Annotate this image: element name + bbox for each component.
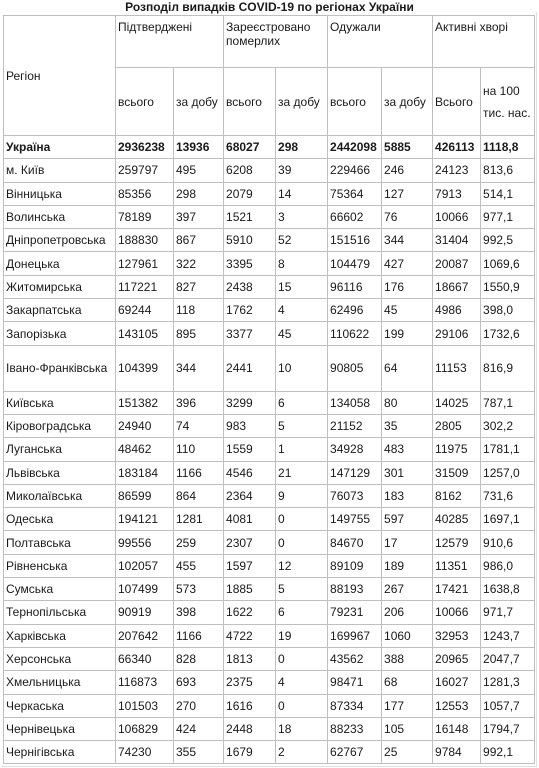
value-cell: 127961 xyxy=(116,252,174,275)
value-cell: 344 xyxy=(174,345,224,391)
value-cell: 176 xyxy=(382,275,433,298)
value-cell: 169967 xyxy=(328,624,382,647)
value-cell: 977,1 xyxy=(481,205,535,228)
value-cell: 4546 xyxy=(224,461,276,484)
value-cell: 398 xyxy=(174,601,224,624)
value-cell: 79231 xyxy=(328,601,382,624)
region-cell: Миколаївська xyxy=(4,484,116,507)
region-cell: Чернігівська xyxy=(4,741,116,764)
value-cell: 355 xyxy=(174,741,224,764)
value-cell: 6 xyxy=(276,601,328,624)
value-cell: 1697,1 xyxy=(481,508,535,531)
value-cell: 10066 xyxy=(433,205,481,228)
value-cell: 2442098 xyxy=(328,136,382,159)
value-cell: 597 xyxy=(382,508,433,531)
value-cell: 19 xyxy=(276,624,328,647)
value-cell: 2805 xyxy=(433,414,481,437)
value-cell: 2448 xyxy=(224,717,276,740)
value-cell: 813,6 xyxy=(481,159,535,182)
subheader-active-total: Всього xyxy=(433,68,481,136)
value-cell: 86599 xyxy=(116,484,174,507)
value-cell: 16148 xyxy=(433,717,481,740)
value-cell: 18667 xyxy=(433,275,481,298)
value-cell: 62496 xyxy=(328,299,382,322)
table-row xyxy=(4,508,535,531)
value-cell: 68 xyxy=(382,671,433,694)
subheader-confirmed-total: всього xyxy=(116,68,174,136)
region-cell: Житомирська xyxy=(4,275,116,298)
table-row-total xyxy=(4,136,535,159)
table-row xyxy=(4,694,535,717)
value-cell: 183184 xyxy=(116,461,174,484)
value-cell: 1257,0 xyxy=(481,461,535,484)
value-cell: 787,1 xyxy=(481,391,535,414)
value-cell: 101503 xyxy=(116,694,174,717)
value-cell: 5 xyxy=(276,414,328,437)
region-cell: Луганська xyxy=(4,438,116,461)
value-cell: 66602 xyxy=(328,205,382,228)
value-cell: 12579 xyxy=(433,531,481,554)
value-cell: 2079 xyxy=(224,182,276,205)
value-cell: 2936238 xyxy=(116,136,174,159)
value-cell: 110 xyxy=(174,438,224,461)
value-cell: 2441 xyxy=(224,345,276,391)
value-cell: 102057 xyxy=(116,554,174,577)
value-cell: 48462 xyxy=(116,438,174,461)
value-cell: 4986 xyxy=(433,299,481,322)
value-cell: 2307 xyxy=(224,531,276,554)
value-cell: 29106 xyxy=(433,322,481,345)
value-cell: 259 xyxy=(174,531,224,554)
value-cell: 116873 xyxy=(116,671,174,694)
table-row xyxy=(4,275,535,298)
value-cell: 1813 xyxy=(224,647,276,670)
table-row xyxy=(4,159,535,182)
table-row xyxy=(4,741,535,764)
value-cell: 34928 xyxy=(328,438,382,461)
value-cell: 96116 xyxy=(328,275,382,298)
value-cell: 21 xyxy=(276,461,328,484)
value-cell: 4 xyxy=(276,671,328,694)
value-cell: 1118,8 xyxy=(481,136,535,159)
value-cell: 1732,6 xyxy=(481,322,535,345)
value-cell: 246 xyxy=(382,159,433,182)
value-cell: 827 xyxy=(174,275,224,298)
value-cell: 20087 xyxy=(433,252,481,275)
covid-regions-table xyxy=(3,15,535,764)
value-cell: 11153 xyxy=(433,345,481,391)
value-cell: 0 xyxy=(276,647,328,670)
region-cell: Харківська xyxy=(4,624,116,647)
value-cell: 189 xyxy=(382,554,433,577)
value-cell: 12553 xyxy=(433,694,481,717)
region-cell: Сумська xyxy=(4,578,116,601)
value-cell: 426113 xyxy=(433,136,481,159)
value-cell: 31404 xyxy=(433,229,481,252)
value-cell: 388 xyxy=(382,647,433,670)
value-cell: 80 xyxy=(382,391,433,414)
value-cell: 992,1 xyxy=(481,741,535,764)
region-cell: м. Київ xyxy=(4,159,116,182)
value-cell: 199 xyxy=(382,322,433,345)
value-cell: 88193 xyxy=(328,578,382,601)
value-cell: 0 xyxy=(276,531,328,554)
subheader-deaths-day: за добу xyxy=(276,68,328,136)
value-cell: 1679 xyxy=(224,741,276,764)
value-cell: 69244 xyxy=(116,299,174,322)
value-cell: 322 xyxy=(174,252,224,275)
value-cell: 693 xyxy=(174,671,224,694)
value-cell: 98471 xyxy=(328,671,382,694)
value-cell: 992,5 xyxy=(481,229,535,252)
table-row xyxy=(4,322,535,345)
value-cell: 14 xyxy=(276,182,328,205)
value-cell: 74 xyxy=(174,414,224,437)
value-cell: 3 xyxy=(276,205,328,228)
value-cell: 864 xyxy=(174,484,224,507)
table-row xyxy=(4,229,535,252)
value-cell: 302,2 xyxy=(481,414,535,437)
value-cell: 43562 xyxy=(328,647,382,670)
value-cell: 194121 xyxy=(116,508,174,531)
table-row xyxy=(4,554,535,577)
value-cell: 45 xyxy=(276,322,328,345)
value-cell: 117221 xyxy=(116,275,174,298)
value-cell: 105 xyxy=(382,717,433,740)
value-cell: 1885 xyxy=(224,578,276,601)
value-cell: 17421 xyxy=(433,578,481,601)
value-cell: 895 xyxy=(174,322,224,345)
table-row xyxy=(4,647,535,670)
region-cell: Україна xyxy=(4,136,116,159)
value-cell: 298 xyxy=(276,136,328,159)
value-cell: 31509 xyxy=(433,461,481,484)
value-cell: 2047,7 xyxy=(481,647,535,670)
value-cell: 1060 xyxy=(382,624,433,647)
value-cell: 986,0 xyxy=(481,554,535,577)
value-cell: 5910 xyxy=(224,229,276,252)
value-cell: 6 xyxy=(276,391,328,414)
value-cell: 9 xyxy=(276,484,328,507)
value-cell: 8162 xyxy=(433,484,481,507)
value-cell: 1243,7 xyxy=(481,624,535,647)
table-row xyxy=(4,299,535,322)
value-cell: 6208 xyxy=(224,159,276,182)
value-cell: 40285 xyxy=(433,508,481,531)
value-cell: 14025 xyxy=(433,391,481,414)
value-cell: 1597 xyxy=(224,554,276,577)
value-cell: 2375 xyxy=(224,671,276,694)
table-title: Розподіл випадків COVID-19 по регіонах України xyxy=(125,0,414,14)
value-cell: 143105 xyxy=(116,322,174,345)
value-cell: 398,0 xyxy=(481,299,535,322)
value-cell: 1281,3 xyxy=(481,671,535,694)
header-region: Регіон xyxy=(4,16,116,136)
value-cell: 427 xyxy=(382,252,433,275)
value-cell: 8 xyxy=(276,252,328,275)
table-row xyxy=(4,182,535,205)
table-row xyxy=(4,345,535,391)
value-cell: 64 xyxy=(382,345,433,391)
value-cell: 828 xyxy=(174,647,224,670)
value-cell: 89109 xyxy=(328,554,382,577)
value-cell: 104479 xyxy=(328,252,382,275)
value-cell: 32953 xyxy=(433,624,481,647)
value-cell: 78189 xyxy=(116,205,174,228)
value-cell: 62767 xyxy=(328,741,382,764)
value-cell: 11351 xyxy=(433,554,481,577)
value-cell: 4081 xyxy=(224,508,276,531)
value-cell: 9784 xyxy=(433,741,481,764)
value-cell: 2438 xyxy=(224,275,276,298)
subheader-deaths-total: всього xyxy=(224,68,276,136)
value-cell: 1794,7 xyxy=(481,717,535,740)
value-cell: 1521 xyxy=(224,205,276,228)
value-cell: 104399 xyxy=(116,345,174,391)
value-cell: 731,6 xyxy=(481,484,535,507)
value-cell: 15 xyxy=(276,275,328,298)
value-cell: 177 xyxy=(382,694,433,717)
value-cell: 0 xyxy=(276,508,328,531)
value-cell: 3377 xyxy=(224,322,276,345)
region-cell: Полтавська xyxy=(4,531,116,554)
value-cell: 10066 xyxy=(433,601,481,624)
value-cell: 110622 xyxy=(328,322,382,345)
value-cell: 90805 xyxy=(328,345,382,391)
value-cell: 85356 xyxy=(116,182,174,205)
value-cell: 270 xyxy=(174,694,224,717)
value-cell: 3395 xyxy=(224,252,276,275)
table-row xyxy=(4,461,535,484)
value-cell: 816,9 xyxy=(481,345,535,391)
table-row xyxy=(4,438,535,461)
value-cell: 1781,1 xyxy=(481,438,535,461)
value-cell: 147129 xyxy=(328,461,382,484)
value-cell: 267 xyxy=(382,578,433,601)
value-cell: 207642 xyxy=(116,624,174,647)
value-cell: 229466 xyxy=(328,159,382,182)
value-cell: 16027 xyxy=(433,671,481,694)
value-cell: 298 xyxy=(174,182,224,205)
table-row xyxy=(4,578,535,601)
value-cell: 87334 xyxy=(328,694,382,717)
value-cell: 424 xyxy=(174,717,224,740)
region-cell: Волинська xyxy=(4,205,116,228)
subheader-recovered-total: всього xyxy=(328,68,382,136)
value-cell: 90919 xyxy=(116,601,174,624)
value-cell: 74230 xyxy=(116,741,174,764)
value-cell: 206 xyxy=(382,601,433,624)
value-cell: 7913 xyxy=(433,182,481,205)
value-cell: 1622 xyxy=(224,601,276,624)
value-cell: 21152 xyxy=(328,414,382,437)
value-cell: 4 xyxy=(276,299,328,322)
value-cell: 127 xyxy=(382,182,433,205)
value-cell: 11975 xyxy=(433,438,481,461)
value-cell: 13936 xyxy=(174,136,224,159)
value-cell: 1166 xyxy=(174,461,224,484)
value-cell: 1559 xyxy=(224,438,276,461)
value-cell: 1166 xyxy=(174,624,224,647)
value-cell: 76 xyxy=(382,205,433,228)
region-cell: Київська xyxy=(4,391,116,414)
region-cell: Львівська xyxy=(4,461,116,484)
value-cell: 20965 xyxy=(433,647,481,670)
table-row xyxy=(4,391,535,414)
value-cell: 52 xyxy=(276,229,328,252)
subheader-recovered-day: за добу xyxy=(382,68,433,136)
region-cell: Херсонська xyxy=(4,647,116,670)
value-cell: 76073 xyxy=(328,484,382,507)
table-row xyxy=(4,624,535,647)
value-cell: 99556 xyxy=(116,531,174,554)
value-cell: 0 xyxy=(276,694,328,717)
table-row xyxy=(4,484,535,507)
value-cell: 118 xyxy=(174,299,224,322)
value-cell: 39 xyxy=(276,159,328,182)
region-cell: Вінницька xyxy=(4,182,116,205)
value-cell: 10 xyxy=(276,345,328,391)
value-cell: 183 xyxy=(382,484,433,507)
value-cell: 483 xyxy=(382,438,433,461)
value-cell: 514,1 xyxy=(481,182,535,205)
value-cell: 259797 xyxy=(116,159,174,182)
value-cell: 1 xyxy=(276,438,328,461)
table-row xyxy=(4,531,535,554)
value-cell: 188830 xyxy=(116,229,174,252)
value-cell: 45 xyxy=(382,299,433,322)
value-cell: 396 xyxy=(174,391,224,414)
value-cell: 88233 xyxy=(328,717,382,740)
value-cell: 495 xyxy=(174,159,224,182)
value-cell: 151516 xyxy=(328,229,382,252)
region-cell: Івано-Франківська xyxy=(4,345,116,391)
value-cell: 1762 xyxy=(224,299,276,322)
value-cell: 84670 xyxy=(328,531,382,554)
value-cell: 1616 xyxy=(224,694,276,717)
value-cell: 24123 xyxy=(433,159,481,182)
value-cell: 5 xyxy=(276,578,328,601)
value-cell: 4722 xyxy=(224,624,276,647)
table-row xyxy=(4,252,535,275)
table-row xyxy=(4,601,535,624)
region-cell: Тернопільська xyxy=(4,601,116,624)
value-cell: 344 xyxy=(382,229,433,252)
region-cell: Запорізька xyxy=(4,322,116,345)
region-cell: Закарпатська xyxy=(4,299,116,322)
value-cell: 35 xyxy=(382,414,433,437)
table-row xyxy=(4,671,535,694)
value-cell: 301 xyxy=(382,461,433,484)
value-cell: 1069,6 xyxy=(481,252,535,275)
value-cell: 2 xyxy=(276,741,328,764)
table-row xyxy=(4,414,535,437)
value-cell: 971,7 xyxy=(481,601,535,624)
value-cell: 3299 xyxy=(224,391,276,414)
value-cell: 149755 xyxy=(328,508,382,531)
value-cell: 983 xyxy=(224,414,276,437)
value-cell: 1057,7 xyxy=(481,694,535,717)
header-active: Активні хворі xyxy=(433,16,535,68)
region-cell: Донецька xyxy=(4,252,116,275)
value-cell: 25 xyxy=(382,741,433,764)
value-cell: 18 xyxy=(276,717,328,740)
subheader-confirmed-day: за добу xyxy=(174,68,224,136)
value-cell: 68027 xyxy=(224,136,276,159)
value-cell: 5885 xyxy=(382,136,433,159)
subheader-active-per100k: на 100 тис. нас. xyxy=(481,68,535,136)
value-cell: 397 xyxy=(174,205,224,228)
value-cell: 17 xyxy=(382,531,433,554)
value-cell: 134058 xyxy=(328,391,382,414)
value-cell: 75364 xyxy=(328,182,382,205)
value-cell: 1281 xyxy=(174,508,224,531)
region-cell: Кіровоградська xyxy=(4,414,116,437)
value-cell: 66340 xyxy=(116,647,174,670)
region-cell: Рівненська xyxy=(4,554,116,577)
header-recovered: Одужали xyxy=(328,16,433,68)
table-row xyxy=(4,717,535,740)
region-cell: Одеська xyxy=(4,508,116,531)
value-cell: 1550,9 xyxy=(481,275,535,298)
table-row xyxy=(4,205,535,228)
value-cell: 24940 xyxy=(116,414,174,437)
header-confirmed: Підтверджені xyxy=(116,16,224,68)
value-cell: 867 xyxy=(174,229,224,252)
value-cell: 573 xyxy=(174,578,224,601)
value-cell: 2364 xyxy=(224,484,276,507)
value-cell: 107499 xyxy=(116,578,174,601)
value-cell: 1638,8 xyxy=(481,578,535,601)
header-deaths: Зареєстровано померлих xyxy=(224,16,328,68)
region-cell: Чернівецька xyxy=(4,717,116,740)
region-cell: Дніпропетровська xyxy=(4,229,116,252)
value-cell: 455 xyxy=(174,554,224,577)
value-cell: 151382 xyxy=(116,391,174,414)
value-cell: 12 xyxy=(276,554,328,577)
region-cell: Хмельницька xyxy=(4,671,116,694)
value-cell: 910,6 xyxy=(481,531,535,554)
value-cell: 106829 xyxy=(116,717,174,740)
region-cell: Черкаська xyxy=(4,694,116,717)
